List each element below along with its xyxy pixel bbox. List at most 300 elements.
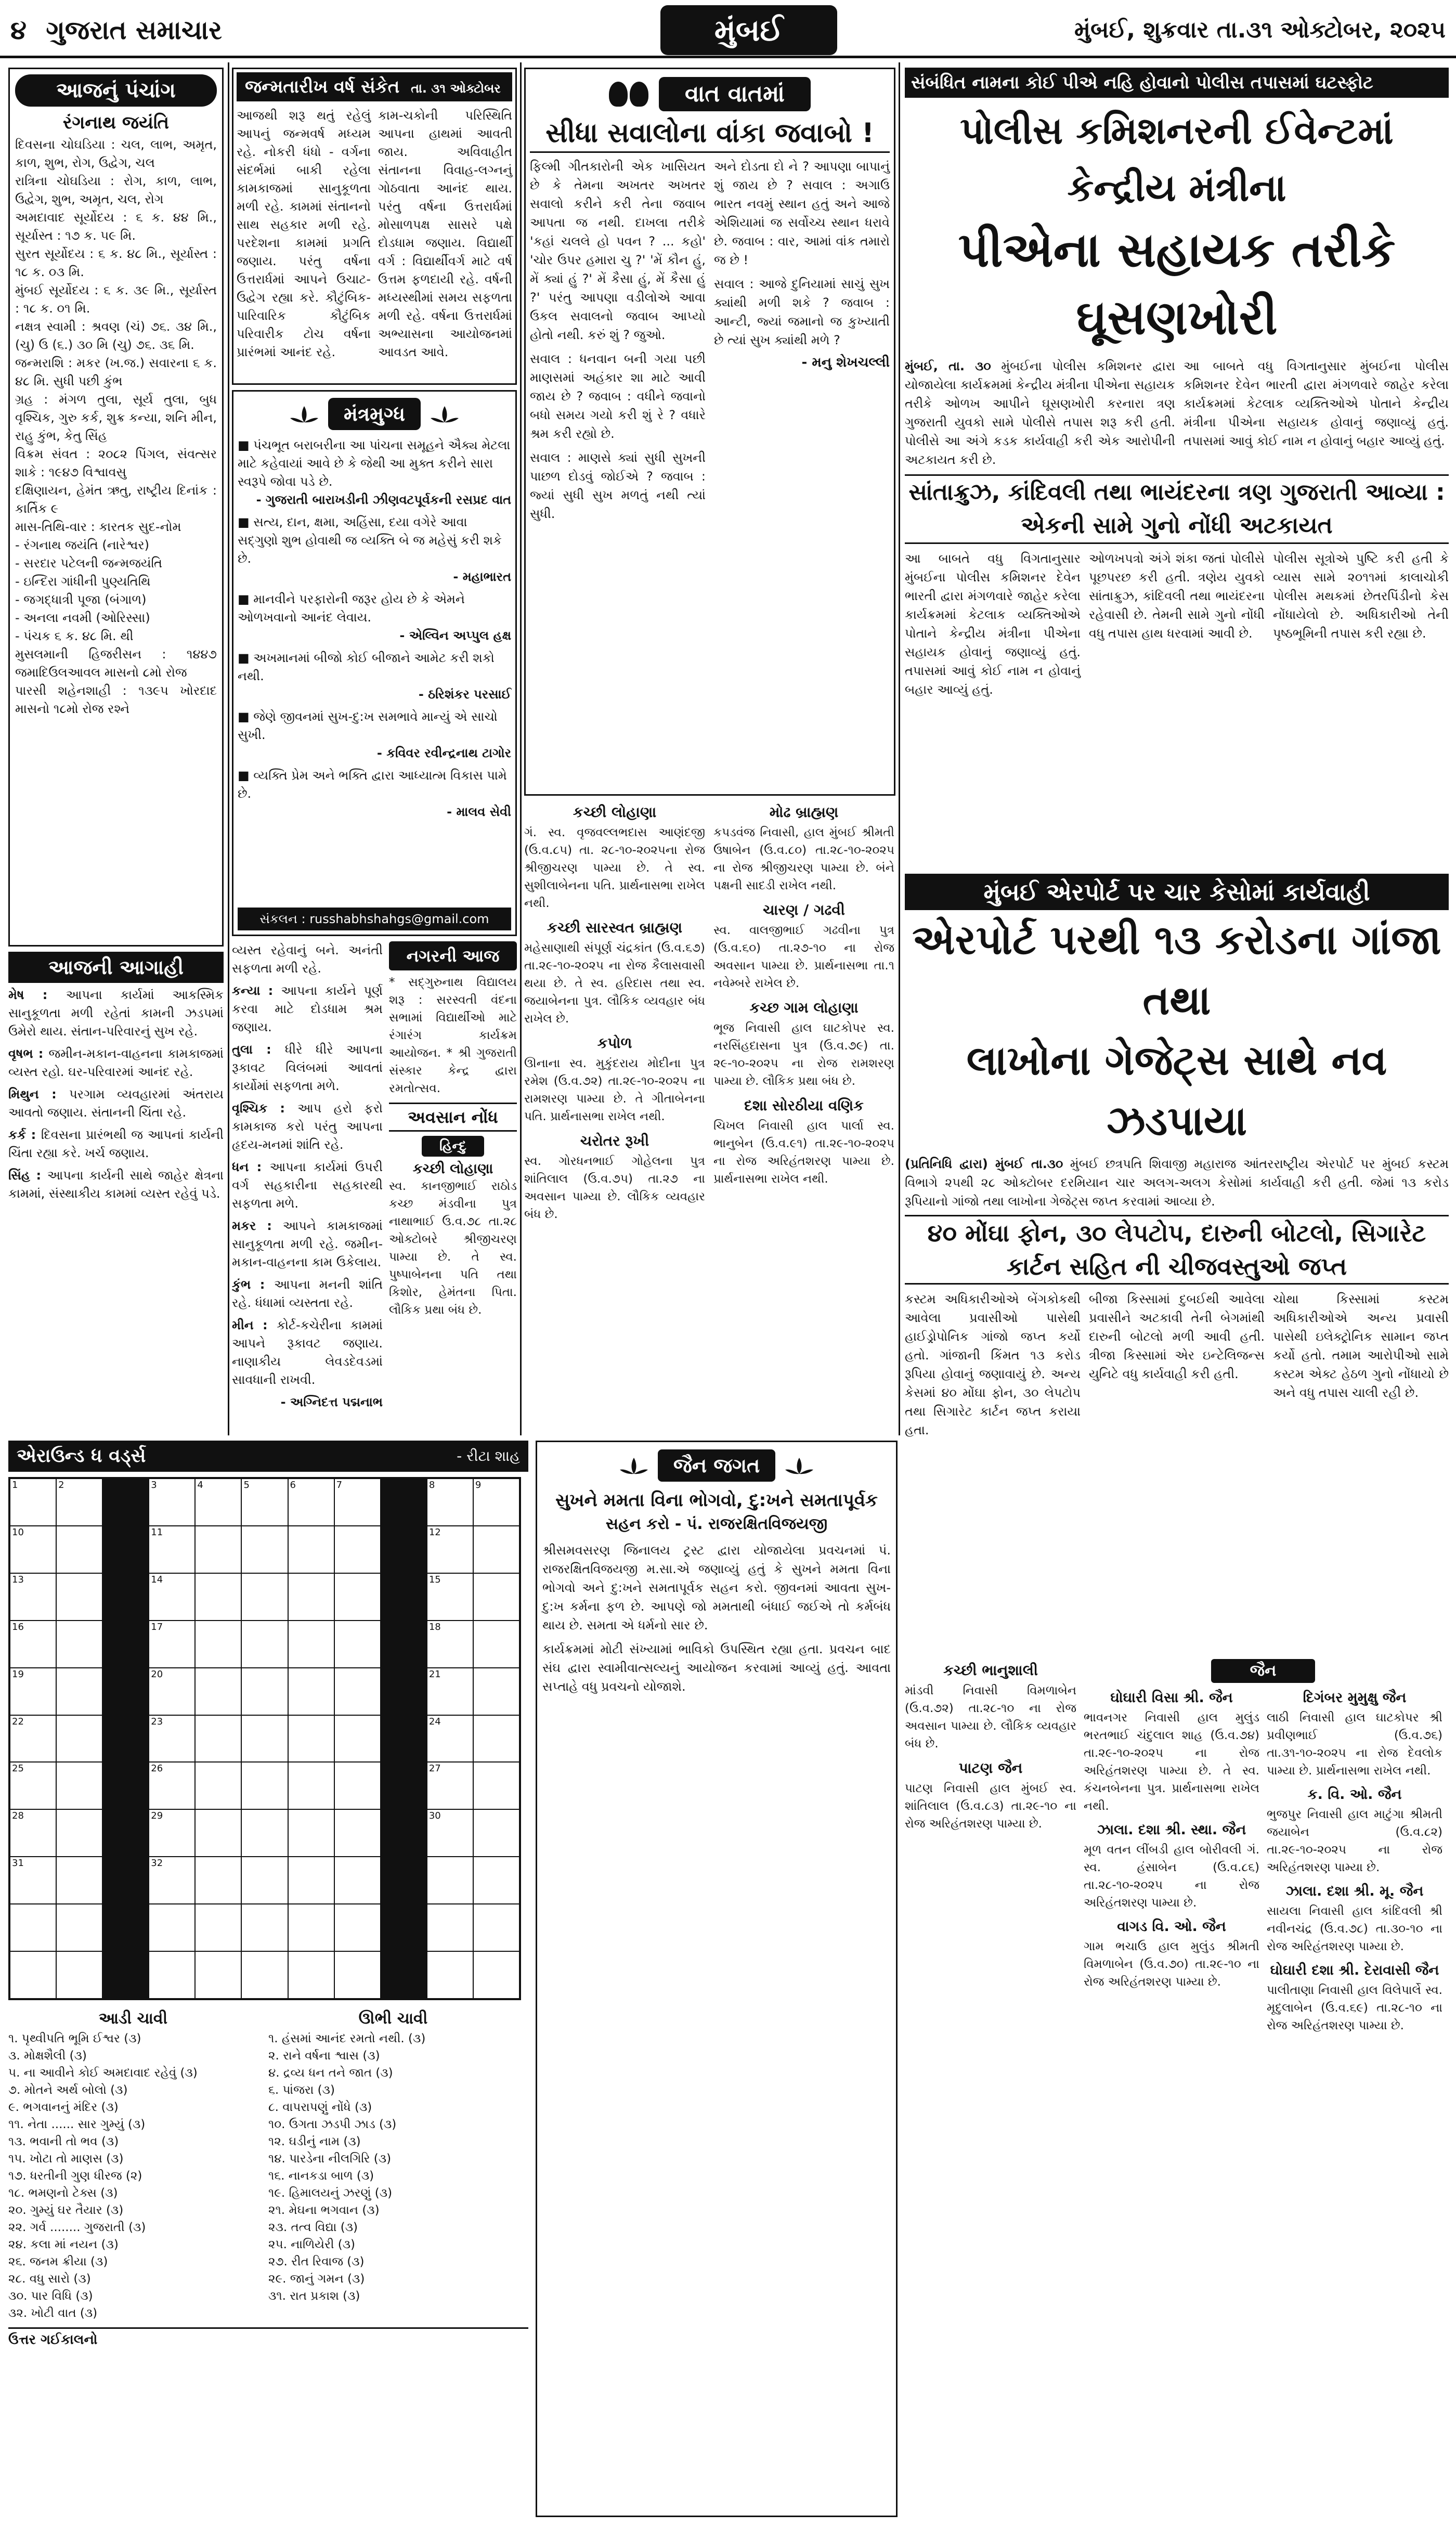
- crossword-number: 15: [428, 1574, 441, 1585]
- obit-heading: ઝાલા. દશા શ્રી. સ્થા. જૈન: [1097, 1822, 1246, 1838]
- panchang-line: - સરદાર પટેલની જન્મજયંતિ: [15, 556, 162, 571]
- down-clue: ૨૯. જાનું ગમન (૩): [268, 2272, 365, 2286]
- crossword-cell[interactable]: [288, 1479, 334, 1526]
- crossword-block: [381, 1715, 427, 1763]
- rashifal-sign: મિથુન :: [8, 1087, 70, 1101]
- panchang-line: ગ્રહ : મંગળ તુલા, સૂર્ય તુલા, બુધ વૃશ્ચિક, ગુરુ કર્ક, શુક્ર કન્યા, શનિ મીન, રાહુ કુંભ, કેતુ સિંહ: [15, 392, 217, 443]
- obit-text: પાટણ નિવાસી હાલ મુંબઈ સ્વ. શાંતિલાલ (ઉ.વ.૮૩) તા.૨૯-૧૦ ના રોજ અરિહંતશરણ પામ્યા છે.: [905, 1782, 1076, 1831]
- obit-text: મૂળ વતન લીંબડી હાલ બોરીવલી ગં. સ્વ. હંસાબેન (ઉ.વ.૮૬) તા.૨૮-૧૦-૨૦૨૫ ના રોજ અરિહંતશરણ પામ્યા છે.: [1084, 1843, 1259, 1910]
- crossword-block: [381, 1904, 427, 1951]
- crossword-cell[interactable]: [334, 1809, 381, 1857]
- rashifal-column-1: [8, 986, 224, 1423]
- airport-lower-body: [905, 1290, 1449, 1440]
- down-clue: ૧૯. હિમાલયનું ઝરણું (૩): [268, 2186, 393, 2200]
- jain-jagat-title: જૈન જગત: [658, 1449, 775, 1482]
- crossword-cell[interactable]: [56, 1809, 102, 1857]
- crossword-number: 32: [151, 1858, 163, 1869]
- rashifal-text: આપના કાર્યને પૂર્ણ કરવા માટે દોડધામ શ્રમ જણાય.: [232, 983, 383, 1034]
- birthday-col1: આજથી શરૂ થતું રહેલું આપનું જન્મવર્ષ મધ્યમ રહે. નોકરી ધંધો - વર્ગના સંદર્ભમાં બાકી રહેલા કામકાજમાં સાનુકૂળતા મળી રહે. કામમાં સંતાનનો સાથ સહકાર મળી રહે. પરદેશના કામમાં પ્રગતિ જણાય. પરંતુ વર્ષના ઉત્તરાર્ધમાં આપને ઉચાટ-ઉદ્વેગ રહ્યા કરે. કૌટુંબિક-પારિવારિક કૌટુંબિક પરિવારીક ટોચ વર્ષના પ્રારંભમાં આનંદ રહે.: [237, 108, 371, 359]
- crossword-cell[interactable]: [241, 1857, 288, 1904]
- obit-text: પાલીતાણા નિવાસી હાલ વિલેપાર્લે સ્વ. મૃદુલાબેન (ઉ.વ.૬૯) તા.૨૮-૧૦ ના રોજ અરિહંતશરણ પામ્યા છે.: [1267, 1984, 1442, 2032]
- panchang-line: - અનલા નવમી (ઓરિસ્સા): [15, 611, 150, 625]
- crossword-number: 27: [428, 1763, 441, 1774]
- panchang-line: નક્ષત્ર સ્વામી : શ્રવણ (ચં) ૭૬. ૩૪ મિ., (ચુ) ઉ (૬.) ૩૦ મિ (ચુ) ૭૬. ૩૬ મિ.: [15, 319, 217, 352]
- mantra-quote: ■ માનવીને પરફારોની જરૂર હોય છે કે એમને ઓળખવાનો આનંદ લેવાય.: [238, 592, 465, 625]
- crossword-block: [102, 1809, 149, 1857]
- mantra-quote: ■ પંચભૂત બરાબરીના આ પાંચના સમૂહને ઐક્ય મેટલા માટે કહેવાયાં આવે છે કે જેથી આ મુક્ત કરીને સારા સ્વરૂપે જોવા પડે છે.: [238, 438, 511, 489]
- rashifal-sign: વૃશ્ચિક :: [232, 1101, 298, 1116]
- crossword-cell[interactable]: [241, 1573, 288, 1621]
- nagar-column: [389, 941, 517, 1435]
- police-para1: [905, 357, 1175, 469]
- panchang-line: અમદાવાદ સૂર્યોદય : ૬ ક. ૪૪ મિ., સૂર્યાસ્ત : ૧૭ ક. ૫૯ મિ.: [15, 210, 217, 243]
- crossword-number: 22: [12, 1716, 24, 1727]
- obit-text: કપડવંજ નિવાસી, હાલ મુંબઈ શ્રીમતી ઉષાબેન (ઉ.વ.૮૦) તા.૨૮-૧૦-૨૦૨૫ ના રોજ શ્રીજીચરણ પામ્યા છે. બંને પક્ષની સાદડી રાખેલ નથી.: [713, 826, 894, 892]
- crossword-header: [8, 1441, 528, 1472]
- crossword-cell[interactable]: [473, 1526, 519, 1573]
- crossword-number: 6: [290, 1480, 296, 1491]
- crossword-cell[interactable]: [195, 1904, 241, 1951]
- crossword-cell[interactable]: [427, 1621, 473, 1668]
- crossword-cell[interactable]: [241, 1809, 288, 1857]
- rashifal-sign: તુલા :: [232, 1042, 285, 1057]
- panchang-subtitle: રંગનાથ જયંતિ: [62, 112, 170, 133]
- rashifal-text: આપના મનની શાંતિ રહે. ધંધામાં વ્યસ્તતા રહે.: [232, 1277, 383, 1310]
- across-clue: ૧૩. ભવાની તો ભવ (૩): [8, 2135, 119, 2148]
- crossword-cell[interactable]: [10, 1809, 56, 1857]
- crossword-block: [381, 1526, 427, 1573]
- across-clue: ૭. મોતને અર્થ બોલો (૩): [8, 2083, 128, 2097]
- obit-heading: દશા સોરઠીયા વણિક: [744, 1097, 864, 1114]
- crossword-cell[interactable]: [427, 1573, 473, 1621]
- crossword-cell[interactable]: [195, 1715, 241, 1763]
- obit-text: લાઠી નિવાસી હાલ ઘાટકોપર શ્રી પ્રવીણભાઈ (ઉ.વ.૭૬) તા.૩૧-૧૦-૨૦૨૫ ના રોજ દેવલોક પામ્યા છે. પ્રાર્થનાસભા રાખેલ નથી.: [1267, 1711, 1442, 1778]
- crossword-cell[interactable]: [473, 1904, 519, 1951]
- lotus-icon: [289, 404, 320, 424]
- crossword-cell[interactable]: [473, 1951, 519, 1999]
- crossword-cell[interactable]: [56, 1904, 102, 1951]
- obit-text: ગં. સ્વ. વૃજવલ્લભદાસ આણંદજી (ઉ.વ.૮૫) તા. ૨૮-૧૦-૨૦૨૫ના રોજ શ્રીજીચરણ પામ્યા છે. તે સ્વ. સુશીલાબેનના પતિ. પ્રાર્થનાસભા રાખેલ નથી.: [524, 826, 705, 910]
- crossword-number: 29: [151, 1810, 163, 1822]
- crossword-cell[interactable]: [334, 1857, 381, 1904]
- obits-column-3: [524, 801, 895, 1435]
- panchang-line: - જગદ્ધાત્રી પૂજા (બંગાળ): [15, 592, 147, 607]
- vaat-intro: ફિલ્મી ગીતકારોની એક ખાસિયત છે કે તેમના અખતર અખતર સવાલો કરીને કરી તેના જવાબ આપતા જ નથી. દાખલા તરીકે 'કહાં ચલલે હો પવન ? ... કહો' 'ચોર ઉપર હમારા ચુ ?' 'મેં કૌન હું, મેં ક્યાં હું ?' મેં કૈસા હું, મેં કૈસા હું ?' પરંતુ આપણા વડીલોએ આવા ઉકલ સવાલનો જવાબ આપ્યો હોતો નથી. કરું શું ? જુઓ.: [530, 159, 706, 342]
- panchang-lines: [15, 136, 217, 718]
- crossword-number: 16: [12, 1621, 24, 1632]
- crossword-block: [102, 1479, 149, 1526]
- panchang-line: પારસી શહેનશાહી : ૧૩૯૫ ખોરદાદ માસનો ૧૮મો રોજ રશ્ને: [15, 683, 217, 716]
- crossword-cell[interactable]: [195, 1621, 241, 1668]
- mantra-contact-label: સંકલન :: [259, 912, 306, 926]
- crossword-cell[interactable]: [427, 1857, 473, 1904]
- crossword-cell[interactable]: [288, 1668, 334, 1715]
- crossword-cell[interactable]: [473, 1479, 519, 1526]
- crossword-number: 1: [12, 1480, 18, 1491]
- panchang-line: - રંગનાથ જયંતિ (નારેશ્વર): [15, 538, 150, 552]
- across-clue: ૧. પૃથ્વીપતિ ભૂમિ ઈશ્વર (૩): [8, 2032, 141, 2045]
- panchang-line: - ઇન્દિરા ગાંધીની પુણ્યતિથિ: [15, 574, 151, 589]
- rashifal-item: [8, 986, 224, 1041]
- down-clue: ૧૪. પારડેના નીલગિરિ (૩): [268, 2152, 392, 2166]
- crossword-cell[interactable]: [288, 1573, 334, 1621]
- obit-heading: ઝાલા. દશા શ્રી. મૂ. જૈન: [1285, 1883, 1424, 1899]
- crossword-cell[interactable]: [288, 1526, 334, 1573]
- obit-text: ભૂજ નિવાસી હાલ ઘાટકોપર સ્વ. નરસિંહદાસના પુત્ર (ઉ.વ.૭૯) તા. ૨૯-૧૦-૨૦૨૫ ના રોજ રામશરણ પામ્યા છે. લૌકિક પ્રથા બંધ છે.: [713, 1021, 894, 1088]
- obit-text: સ્વ. ગોરધનભાઈ ગોહેલના પુત્ર શાંતિલાલ (ઉ.વ.૭૫) તા.૨૭ ના અવસાન પામ્યા છે. લૌકિક વ્યવહાર બંધ છે.: [524, 1155, 705, 1221]
- airport-para4: ચોથા કિસ્સામાં કસ્ટમ અધિકારીઓએ અન્ય પ્રવાસી પાસેથી ઇલેક્ટ્રોનિક સામાન જપ્ત કર્યો હતો. તમામ આરોપીઓ સામે કસ્ટમ એક્ટ હેઠળ ગુનો નોંધાયો છે અને વધુ તપાસ ચાલી રહી છે.: [1273, 1292, 1449, 1400]
- crossword-cell[interactable]: [56, 1715, 102, 1763]
- lower-right-columns: [905, 1659, 1449, 2034]
- crossword-block: [381, 1621, 427, 1668]
- obit-text: ઊનાના સ્વ. મુકુંદરાય મોદીના પુત્ર રમેશ (ઉ.વ.૭૨) તા.૨૯-૧૦-૨૦૨૫ ના રામશરણ પામ્યા છે. તે ગીતાબેનના પતિ. પ્રાર્થનાસભા રાખેલ નથી.: [524, 1057, 705, 1123]
- crossword-cell[interactable]: [10, 1668, 56, 1715]
- crossword-cell[interactable]: [10, 1621, 56, 1668]
- crossword-cell[interactable]: [56, 1526, 102, 1573]
- crossword-cell[interactable]: [334, 1526, 381, 1573]
- obit-heading: ક. વિ. ઓ. જૈન: [1307, 1786, 1402, 1803]
- across-clue: ૨૨. ગર્વ ........ ગુજરાતી (૩): [8, 2221, 146, 2234]
- mantra-item: [238, 590, 511, 645]
- crossword-cell[interactable]: [427, 1904, 473, 1951]
- crossword-number: 24: [428, 1716, 441, 1727]
- obit-heading: કચ્છી ભાનુશાલી: [943, 1662, 1038, 1679]
- crossword-cell[interactable]: [288, 1904, 334, 1951]
- obit-heading: ઘોઘારી દશા શ્રી. દેરાવાસી જૈન: [1270, 1962, 1439, 1978]
- crossword-cell[interactable]: [288, 1857, 334, 1904]
- crossword-cell[interactable]: [56, 1479, 102, 1526]
- mantra-attribution: - કવિવર રવીન્દ્રનાથ ટાગોર: [376, 746, 511, 760]
- crossword-block: [381, 1857, 427, 1904]
- jain-jagat-body-2: કાર્યક્રમમાં મોટી સંખ્યામાં ભાવિકો ઉપસ્થિત રહ્યા હતા. પ્રવચન બાદ સંઘ દ્વારા સ્વામીવાત્સલ્યનું આયોજન કરવામાં આવ્યું હતું. આવતા સપ્તાહે વધુ પ્રવચનો યોજાશે.: [542, 1642, 891, 1694]
- crossword-cell[interactable]: [334, 1621, 381, 1668]
- obit-text: સાયલા નિવાસી હાલ કાંદિવલી શ્રી નવીનચંદ્ર (ઉ.વ.૭૮) તા.૩૦-૧૦ ના રોજ અરિહંતશરણ પામ્યા છે.: [1267, 1904, 1442, 1953]
- crossword-cell[interactable]: [288, 1621, 334, 1668]
- crossword-cell[interactable]: [195, 1573, 241, 1621]
- crossword-cell[interactable]: [149, 1526, 195, 1573]
- crossword-cell[interactable]: [149, 1479, 195, 1526]
- birthday-header: [237, 72, 512, 101]
- paper-name: ગુજરાત સમાચાર: [46, 15, 223, 45]
- across-clue: ૨૪. કલા માં નયન (૩): [8, 2238, 119, 2251]
- crossword-number: 19: [12, 1668, 24, 1680]
- jain-col2: [1267, 1687, 1442, 2034]
- across-clue: ૯. ભગવાનનું મંદિર (૩): [8, 2101, 119, 2114]
- crossword-cell[interactable]: [241, 1621, 288, 1668]
- crossword-cell[interactable]: [10, 1857, 56, 1904]
- rashifal-text: આપ હરો ફરો કામકાજ કરો પરંતુ આપના હૃદય-મનમાં શાંતિ રહે.: [232, 1101, 383, 1152]
- jain-jagat-box: [536, 1441, 898, 2517]
- mantra-item: [238, 767, 511, 821]
- crossword-cell[interactable]: [427, 1526, 473, 1573]
- across-clue: ૩૦. પાર વિધિ (૩): [8, 2289, 93, 2303]
- crossword-cell[interactable]: [288, 1762, 334, 1809]
- crossword-cell[interactable]: [241, 1479, 288, 1526]
- mantra-quote: ■ સત્ય, દાન, ક્ષમા, અહિંસા, દયા વગેરે આવા સદ્ગુણો શુભ હોવાથી જ વ્યક્તિ બે જ મહેસું કરી શકે છે.: [238, 515, 502, 566]
- across-clues: [8, 2007, 258, 2322]
- crossword-number: 28: [12, 1810, 24, 1822]
- crossword-cell[interactable]: [149, 1668, 195, 1715]
- panchang-box: [8, 68, 224, 947]
- down-clue: ૨૫. નાળિયેરી (૩): [268, 2238, 356, 2251]
- crossword-cell[interactable]: [473, 1621, 519, 1668]
- rashifal-item: [232, 1099, 383, 1154]
- jain-columns: [1084, 1687, 1442, 2034]
- airport-headline-1: એરપોર્ટ પરથી ૧૩ કરોડના ગાંજા તથા: [912, 917, 1441, 1024]
- crossword-block: [381, 1762, 427, 1809]
- crossword-cell[interactable]: [56, 1573, 102, 1621]
- crossword-cell[interactable]: [334, 1479, 381, 1526]
- page-number-and-paper-name: [10, 9, 222, 51]
- crossword-number: 31: [12, 1858, 24, 1869]
- mantra-item: [238, 436, 511, 509]
- jain-obits: [1084, 1659, 1442, 2034]
- crossword-number: 23: [151, 1716, 163, 1727]
- lotus-icon: [784, 1455, 815, 1476]
- vaat-header: [530, 73, 890, 115]
- crossword-block: [102, 1857, 149, 1904]
- crossword-cell[interactable]: [149, 1762, 195, 1809]
- crossword-cell[interactable]: [241, 1526, 288, 1573]
- obit-heading: ચારણ / ગઢવી: [763, 901, 845, 918]
- crossword-cell[interactable]: [288, 1715, 334, 1763]
- avsan-title: અવસાન નોંધ: [389, 1103, 517, 1132]
- crossword-cell[interactable]: [241, 1762, 288, 1809]
- crossword-cell[interactable]: [195, 1668, 241, 1715]
- crossword-number: 7: [336, 1480, 343, 1491]
- vaat-col2-text: અને દોડતા દો ને ? આપણા બાપાનું શું જાય છે ? સવાલ : અગાઉ ભારત નવમું સ્થાન હતું અને આજે એશિયામાં જ સર્વોચ્ચ સ્થાન ધરાવે છે. જવાબ : વાર, આમાં વાંક તમારો જ છે !: [714, 159, 890, 267]
- crossword-cell[interactable]: [10, 1573, 56, 1621]
- crossword-cell[interactable]: [473, 1857, 519, 1904]
- obit-heading: કચ્છી લોહાણા: [573, 804, 657, 821]
- crossword-cell[interactable]: [10, 1762, 56, 1809]
- rashifal-item: [232, 1158, 383, 1213]
- rashifal-text: કોર્ટ-કચેરીના કામમાં આપને રૂકાવટ જણાય. નાણાકીય લેવડદેવડમાં સાવધાની રાખવી.: [232, 1318, 383, 1387]
- birthday-body: [237, 107, 512, 361]
- crossword-cell[interactable]: [195, 1479, 241, 1526]
- rashifal-text: ધીરે ધીરે આપના રૂકાવટ વિલંબમાં આવતાં કાર્યોમાં સફળતા મળે.: [232, 1042, 383, 1093]
- crossword-cell[interactable]: [334, 1762, 381, 1809]
- rashifal-text: આપના કાર્યમાં આકસ્મિક સાનુકૂળતા મળી રહેતાં કામની ઝડપમાં ઉમેરો થાય. સંતાન-પરિવારનું સુખ રહે.: [8, 988, 224, 1039]
- down-clue: ૨. રાને વર્ષના શ્વાસ (૩): [268, 2049, 380, 2063]
- obit-heading: પાટણ જૈન: [958, 1759, 1023, 1777]
- crossword-block: [102, 1715, 149, 1763]
- crossword-cell[interactable]: [473, 1573, 519, 1621]
- rashifal-sign: મકર :: [232, 1219, 283, 1233]
- crossword-cell[interactable]: [56, 1857, 102, 1904]
- obit-heading: ઘોઘારી વિસા શ્રી. જૈન: [1110, 1690, 1233, 1706]
- crossword-number: 25: [12, 1763, 24, 1774]
- crossword-cell[interactable]: [427, 1809, 473, 1857]
- airport-para1-text: મુંબઈ છત્રપતિ શિવાજી મહારાજ આંતરરાષ્ટ્રીય એરપોર્ટ પર મુંબઈ કસ્ટમ વિભાગે ૨૫થી ૨૮ ઓક્ટોબર દરમિયાન ચાર અલગ-અલગ કેસોમાં કાર્યવાહી કરી હતી. જેમાં ૧૩ કરોડ રૂપિયાનો ગાંજો તથા લાખોના ગેજેટ્સ જપ્ત કરવામાં આવ્યા છે.: [905, 1157, 1449, 1209]
- vaat-title: વાત વાતમાં: [659, 77, 811, 111]
- obit-text: સ્વ. કાનજીભાઈ રાઠોડ કચ્છ મંડવીના પુત્ર નાથાભાઈ ઉ.વ.૭૮ તા.૨૮ ઓક્ટોબરે શ્રીજીચરણ પામ્યા છે. તે સ્વ. પુષ્પાબેનના પતિ તથા કિશોર, હેમંતના પિતા. લૌકિક પ્રથા બંધ છે.: [389, 1180, 517, 1317]
- obit-heading: મોઢ બ્રાહ્મણ: [769, 804, 839, 821]
- crossword-block: [381, 1573, 427, 1621]
- crossword-cell[interactable]: [149, 1904, 195, 1951]
- airport-para2: કસ્ટમ અધિકારીઓએ બેંગકોકથી આવેલા પ્રવાસીઓ પાસેથી હાઈડ્રોપોનિક ગાંજો જપ્ત કર્યો હતો. ગાંજાની કિંમત ૧૩ કરોડ રૂપિયા હોવાનું જણાવાયું છે. અન્ય કેસમાં ૪૦ મોંઘા ફોન, ૩૦ લેપટોપ તથા સિગારેટ કાર્ટન જપ્ત કરાયા હતા.: [905, 1292, 1081, 1437]
- crossword-cell[interactable]: [473, 1668, 519, 1715]
- crossword-cell[interactable]: [195, 1809, 241, 1857]
- mantra-header: [238, 396, 511, 432]
- crossword-cell[interactable]: [10, 1951, 56, 1999]
- crossword-cell[interactable]: [241, 1715, 288, 1763]
- crossword-cell[interactable]: [10, 1904, 56, 1951]
- vaat-body: [530, 157, 890, 523]
- jain-title: જૈન: [1211, 1659, 1315, 1683]
- down-title: ઊભી ચાવી: [358, 2010, 428, 2028]
- rashifal-text: આપના કાર્યમાં ઉપરી વર્ગ સહકારીના સહકારથી સફળતા મળે.: [232, 1160, 383, 1211]
- crossword-block: [102, 1904, 149, 1951]
- crossword-cell[interactable]: [473, 1762, 519, 1809]
- jain-jagat-subhead: સહન કરો - પં. રાજરક્ષિતવિજયજી: [605, 1515, 828, 1533]
- police-headline-1: પોલીસ કમિશનરની ઈવેન્ટમાં કેન્દ્રીય મંત્રીના: [960, 109, 1394, 210]
- column-rule: [899, 62, 900, 1435]
- rashifal-item: [8, 1085, 224, 1122]
- crossword-cell[interactable]: [149, 1621, 195, 1668]
- rashifal-text: દિવસના પ્રારંભથી જ આપનાં કાર્યની ચિંતા રહ્યા કરે. ખર્ચ જણાય.: [8, 1128, 224, 1160]
- crossword-cell[interactable]: [56, 1668, 102, 1715]
- rashifal-title: આજની આગાહી: [8, 952, 224, 983]
- lower-right-obits: [905, 1659, 1449, 2517]
- jain-jagat-body: શ્રીસમવસરણ જિનાલય ટ્રસ્ટ દ્વારા યોજાયેલા પ્રવચનમાં પં. રાજરક્ષિતવિજયજી મ.સા.એ જણાવ્યું હતું કે સુખને મમતા વિના ભોગવો અને દુ:ખને સમતાપૂર્વક સહન કરો. જીવનમાં આવતા સુખ-દુ:ખ કર્મના ફળ છે. આપણે જો મમતાથી બંધાઈ જઈએ તો કર્મબંધ થાય છે. સમતા એ ધર્મનો સાર છે.: [542, 1543, 891, 1632]
- crossword-cell[interactable]: [149, 1715, 195, 1763]
- across-clue: ૧૮. ભમણનો ટેક્સ (૩): [8, 2186, 118, 2200]
- crossword-cell[interactable]: [149, 1809, 195, 1857]
- obit-text: ભાવનગર નિવાસી હાલ મુલુંડ ભરતભાઈ ચંદુલાલ શાહ (ઉ.વ.૭૪) તા.૨૯-૧૦-૨૦૨૫ ના રોજ અરિહંતશરણ પામ્યા છે. તે સ્વ. કંચનબેનના પુત્ર. પ્રાર્થનાસભા રાખેલ નથી.: [1084, 1711, 1259, 1813]
- obit-text: ચિખલ નિવાસી હાલ પાર્લા સ્વ. ભાનુબેન (ઉ.વ.૯૧) તા.૨૯-૧૦-૨૦૨૫ ના રોજ અરિહંતશરણ પામ્યા છે. પ્રાર્થનાસભા રાખેલ નથી.: [713, 1119, 894, 1186]
- crossword-cell[interactable]: [10, 1526, 56, 1573]
- crossword-block: [102, 1668, 149, 1715]
- down-clue: ૨૭. રીત રિવાજ (૩): [268, 2255, 365, 2269]
- crossword-cell[interactable]: [288, 1809, 334, 1857]
- mantra-quote: ■ અખમાનમાં બીજો કોઈ બીજાને આમેટ કરી શકો નથી.: [238, 651, 495, 683]
- mantra-attribution: - ઠરિશંકર પરસાઈ: [418, 687, 511, 702]
- crossword-cell[interactable]: [10, 1479, 56, 1526]
- panchang-line: સુરત સૂર્યોદય : ૬ ક. ૪૮ મિ., સૂર્યાસ્ત : ૧૮ ક. ૦૩ મિ.: [15, 247, 217, 279]
- crossword-grid[interactable]: [8, 1477, 521, 2000]
- police-subhead: સાંતાક્રુઝ, કાંદિવલી તથા ભાયંદરના ત્રણ ગુજરાતી આવ્યા : એકની સામે ગુનો નોંધી અટકાયત: [905, 474, 1449, 544]
- crossword-number: 10: [12, 1526, 24, 1538]
- crossword-cell[interactable]: [473, 1809, 519, 1857]
- crossword-block: [102, 1762, 149, 1809]
- crossword-number: 3: [151, 1480, 157, 1491]
- mantra-item: [238, 708, 511, 762]
- crossword-cell[interactable]: [427, 1951, 473, 1999]
- rashifal-text: આપના કાર્યની સાથે જાહેર ક્ષેત્રના કામમાં, સંસ્થાકીય કામમાં વ્યસ્ત રહેવું પડે.: [8, 1168, 224, 1201]
- jain-jagat-header: [542, 1447, 891, 1484]
- crossword-cell[interactable]: [241, 1668, 288, 1715]
- crossword-cell[interactable]: [195, 1762, 241, 1809]
- crossword-cell[interactable]: [334, 1904, 381, 1951]
- down-clue: ૮. વાપરાપણું નોંધે (૩): [268, 2101, 372, 2114]
- obit-text: મહેસાણાથી સંપૂર્ણ ચંદ્રકાંત (ઉ.વ.૬૭) તા.૨૯-૧૦-૨૦૨૫ ના રોજ કૈલાસવાસી થયા છે. તે સ્વ. હરિદાસ તથા સ્વ. જયાબેનના પુત્ર. લૌકિક વ્યવહાર બંધ રાખેલ છે.: [524, 941, 705, 1026]
- vaat-col2: [714, 157, 890, 523]
- crossword-cell[interactable]: [149, 1573, 195, 1621]
- crossword-cell[interactable]: [334, 1715, 381, 1763]
- crossword-cell[interactable]: [149, 1857, 195, 1904]
- crossword-number: 26: [151, 1763, 163, 1774]
- crossword-number: 12: [428, 1526, 441, 1538]
- crossword-cell[interactable]: [195, 1857, 241, 1904]
- crossword-cell[interactable]: [195, 1951, 241, 1999]
- crossword-cell[interactable]: [195, 1526, 241, 1573]
- obit-text: માંડવી નિવાસી વિમળાબેન (ઉ.વ.૭૨) તા.૨૮-૧૦ ના રોજ અવસાન પામ્યા છે. લૌકિક વ્યવહાર બંધ છે.: [905, 1684, 1076, 1751]
- panchang-line: વિક્રમ સંવત : ૨૦૮૨ પિંગલ, સંવત્સર શાકે : ૧૯૪૭ વિશ્વાવસુ: [15, 447, 217, 480]
- jain-col1: [1084, 1687, 1259, 2034]
- crossword-cell[interactable]: [288, 1951, 334, 1999]
- birthday-date: તા. ૩૧ ઓક્ટોબર: [411, 81, 501, 96]
- across-list: [8, 2030, 258, 2322]
- across-clue: ૩. મોક્ષશૈલી (૩): [8, 2049, 87, 2063]
- police-para3: ઓળખપત્રો અંગે શંકા જતાં પોલીસે પૂછપરછ કરી હતી. ત્રણેય યુવકો સાંતાક્રુઝ, કાંદિવલી તથા ભાયંદરના રહેવાસી છે. તેમની સામે ગુનો નોંધી વધુ તપાસ હાથ ધરવામાં આવી છે.: [1089, 551, 1265, 641]
- rashifal-sign: સિંહ :: [8, 1168, 47, 1183]
- panchang-line: રાત્રિના ચોઘડિયા : રોગ, કાળ, લાભ, ઉદ્વેગ, શુભ, અમૃત, ચલ, રોગ: [15, 174, 217, 206]
- rashifal-item: [232, 1041, 383, 1095]
- airport-subhead: ૪૦ મોંઘા ફોન, ૩૦ લેપટોપ, દારુની બોટલો, સિગારેટ કાર્ટન સહિત ની ચીજવસ્તુઓ જપ્ત: [905, 1215, 1449, 1285]
- crossword-block: [381, 1479, 427, 1526]
- page-number: ૪: [10, 15, 27, 45]
- crossword-cell[interactable]: [56, 1621, 102, 1668]
- hindu-label: હિન્દુ: [422, 1136, 484, 1157]
- crossword-cell[interactable]: [427, 1479, 473, 1526]
- section-name: મુંબઈ: [660, 5, 837, 55]
- police-para1-text: મુંબઈના પોલીસ કમિશનર દ્વારા યોજાયેલા કાર્યક્રમમાં કેન્દ્રીય મંત્રીના પીએના સહાયક તરીકે ઓળખ આપીને ઘૂસણખોરી કરનારા ત્રણ ગુજરાતી યુવકો સામે પોલીસે તપાસ શરૂ કરી હતી. પોલીસે આ અંગે કડક કાર્યવાહી કરી એક આરોપીની અટકાયત કરી છે.: [905, 359, 1176, 467]
- crossword-cell[interactable]: [56, 1762, 102, 1809]
- panchang-title: આજનું પંચાંગ: [15, 74, 217, 107]
- obits-col3-right: [713, 801, 894, 1223]
- crossword-cell[interactable]: [241, 1904, 288, 1951]
- crossword-cell[interactable]: [427, 1715, 473, 1763]
- crossword-cell[interactable]: [427, 1762, 473, 1809]
- crossword-cell[interactable]: [10, 1715, 56, 1763]
- crossword-cell[interactable]: [473, 1715, 519, 1763]
- crossword-number: 21: [428, 1668, 441, 1680]
- down-clue: ૧૨. ઘડીનું નામ (૩): [268, 2135, 361, 2148]
- rashifal-item: [232, 1316, 383, 1389]
- rashifal-intro: વ્યસ્ત રહેવાનું બને. અનંતી સફળતા મળી રહે.: [232, 943, 383, 976]
- crossword-cell[interactable]: [427, 1668, 473, 1715]
- vaat-qa2: સવાલ : માણસે ક્યાં સુધી સુખની પાછળ દોડવું જોઈએ ? જવાબ : જ્યાં સુધી સુખ મળતું નથી ત્યાં સુધી.: [530, 450, 706, 521]
- police-dateline: મુંબઈ, તા. ૩૦: [905, 359, 991, 373]
- obit-heading: કચ્છ ગામ લોહાણા: [749, 999, 859, 1016]
- obit-heading: કપોળ: [597, 1034, 632, 1052]
- crossword-title: એરાઉન્ડ ધ વર્ડ્સ: [17, 1445, 146, 1467]
- vaat-headline: સીધા સવાલોના વાંકા જવાબો !: [530, 115, 890, 153]
- mantra-contact-bar: [238, 908, 511, 930]
- crossword-cell[interactable]: [149, 1951, 195, 1999]
- rashifal-sign: કર્ક :: [8, 1128, 41, 1142]
- crossword-cell[interactable]: [334, 1951, 381, 1999]
- crossword-cell[interactable]: [334, 1573, 381, 1621]
- down-clue: ૧૦. ઉગતા ઝડપી ઝાડ (૩): [268, 2118, 397, 2131]
- mantra-attribution: - માલવ સેવી: [447, 805, 511, 819]
- crossword-block: [102, 1951, 149, 1999]
- crossword-cell[interactable]: [56, 1951, 102, 1999]
- airport-dateline: (પ્રતિનિધિ દ્વારા) મુંબઈ તા.૩૦: [905, 1157, 1063, 1171]
- crossword-number: 20: [151, 1668, 163, 1680]
- crossword-cell[interactable]: [241, 1951, 288, 1999]
- crossword-cell[interactable]: [334, 1668, 381, 1715]
- airport-headline-2: લાખોના ગેજેટ્સ સાથે નવ ઝડપાયા: [966, 1038, 1387, 1145]
- down-clue: ૧૬. નાનકડા બાળ (૩): [268, 2169, 374, 2183]
- down-clue: ૨૧. મેઘના ભગવાન (૩): [268, 2204, 380, 2217]
- mantra-contact-email[interactable]: russhabhshahgs@gmail.com: [309, 912, 489, 926]
- crossword-number: 13: [12, 1574, 24, 1585]
- crossword-block: [102, 1526, 149, 1573]
- crossword-answer-label: ઉત્તર ગઈકાલનો: [8, 2327, 528, 2348]
- rashifal-sign: વૃષભ :: [8, 1046, 49, 1061]
